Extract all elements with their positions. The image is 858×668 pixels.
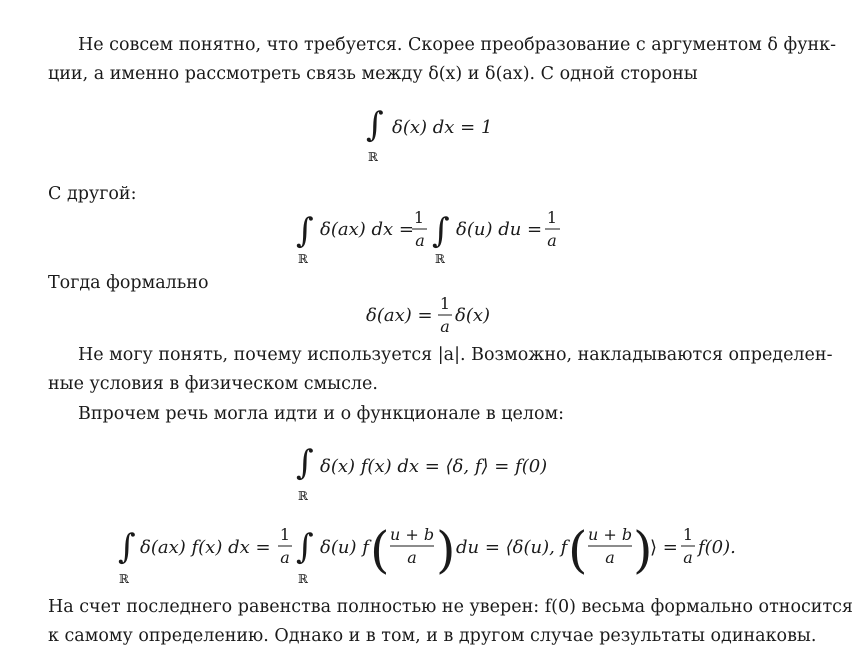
fraction-denominator: a	[415, 231, 425, 250]
equation-2-mid: δ(u) du =	[456, 219, 543, 240]
integral-sign: ∫	[432, 211, 450, 251]
right-paren: )	[633, 521, 653, 579]
paragraph-1-line-1: Не совсем понятно, что требуется. Скорее преобразование с аргументом δ функ-	[78, 35, 837, 55]
left-paren: (	[370, 521, 390, 579]
equation-1	[366, 105, 492, 164]
integral-domain: ℝ	[298, 572, 308, 586]
equation-5-lhs: δ(ax) f(x) dx =	[140, 537, 271, 558]
fraction-denominator: a	[547, 231, 557, 250]
fraction-numerator: 1	[413, 208, 425, 227]
equation-4-body: δ(x) f(x) dx = ⟨δ, f⟩ = f(0)	[320, 456, 548, 477]
integral-domain: ℝ	[298, 489, 308, 503]
fraction-numerator: 1	[439, 294, 451, 313]
paragraph-4-line-2: ные условия в физическом смысле.	[48, 374, 378, 394]
inner-denominator: a	[605, 548, 615, 567]
fraction-numerator: 1	[546, 208, 558, 227]
equation-5-mid-2: du = ⟨δ(u), f	[456, 537, 568, 558]
fraction-denominator: a	[440, 317, 450, 336]
equation-3-lhs: δ(ax) =	[366, 305, 433, 326]
fraction-denominator: a	[683, 548, 693, 567]
integral-domain: ℝ	[298, 252, 308, 266]
paragraph-2: С другой:	[48, 184, 137, 204]
inner-numerator: u + b	[587, 525, 633, 544]
paragraph-4-line-1: Не могу понять, почему используется |a|. Возможно, накладываются определен-	[78, 345, 833, 365]
equation-5-mid-3: ⟩ =	[650, 537, 678, 558]
integral-domain: ℝ	[368, 150, 378, 164]
paragraph-1-line-2: ции, а именно рассмотреть связь между δ(x) и δ(ax). С одной стороны	[48, 64, 698, 84]
equation-4	[296, 443, 547, 503]
paragraph-3: Тогда формально	[48, 273, 209, 293]
integral-sign: ∫	[366, 105, 384, 145]
fraction-denominator: a	[280, 548, 290, 567]
equation-5-tail: f(0).	[698, 537, 736, 558]
equation-5-mid-1: δ(u) f	[320, 537, 369, 558]
equation-1-body: δ(x) dx = 1	[392, 117, 493, 138]
paragraph-6-line-1: На счет последнего равенства полностью не уверен: f(0) весьма формально относится	[48, 597, 853, 617]
inner-numerator: u + b	[389, 525, 435, 544]
left-paren: (	[568, 521, 588, 579]
fraction-numerator: 1	[682, 525, 694, 544]
integral-sign: ∫	[118, 527, 136, 567]
inner-denominator: a	[407, 548, 417, 567]
integral-sign: ∫	[296, 443, 314, 483]
paragraph-5: Впрочем речь могла идти и о функционале в целом:	[78, 404, 565, 424]
integral-domain: ℝ	[119, 572, 129, 586]
integral-domain: ℝ	[435, 252, 445, 266]
paragraph-6-line-2: к самому определению. Однако и в том, и в другом случае результаты одинаковы.	[48, 626, 817, 646]
integral-sign: ∫	[296, 211, 314, 251]
equation-2	[296, 208, 560, 266]
equation-3	[366, 294, 490, 336]
equation-2-lhs: δ(ax) dx =	[320, 219, 414, 240]
equation-3-rhs: δ(x)	[455, 305, 491, 326]
fraction-numerator: 1	[279, 525, 291, 544]
equation-5	[118, 521, 736, 586]
integral-sign: ∫	[296, 527, 314, 567]
right-paren: )	[436, 521, 456, 579]
